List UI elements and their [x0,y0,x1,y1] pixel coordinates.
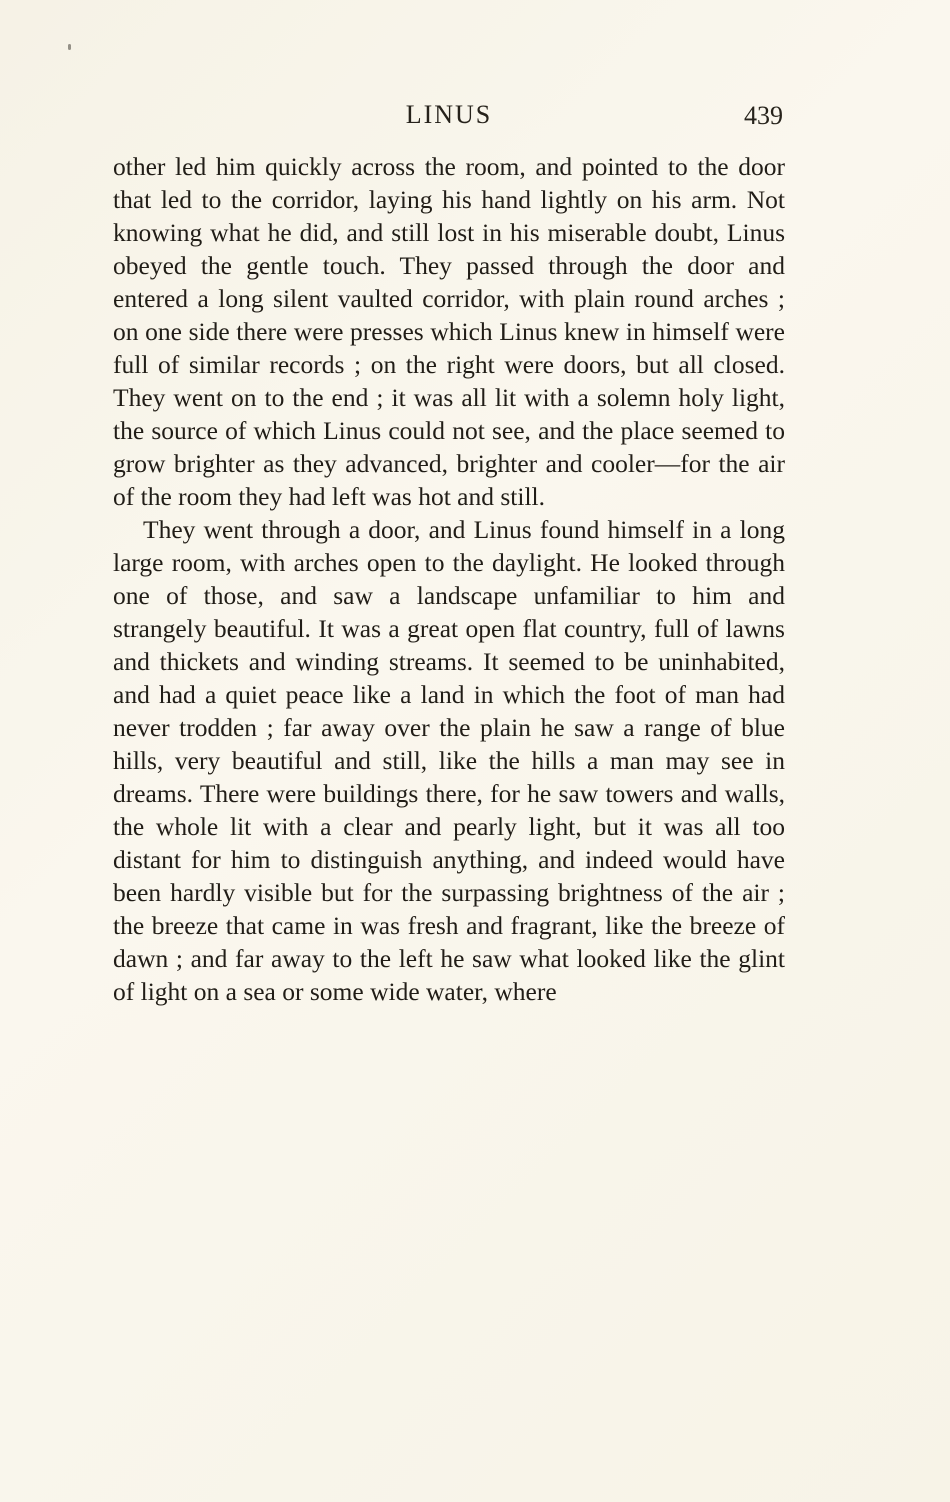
running-header [113,100,785,134]
header-title: LINUS [405,100,493,129]
scan-artifact [68,44,71,50]
paragraph-continuation: other led him quickly across the room, and pointed to the door that led to the corridor, laying his hand lightly on his arm. Not knowing what he did, and still lost in his miserable doubt, Linus obeyed the gentle touch. They passed through the door and entered a long silent vaulted corridor, with plain round arches ; on one side there were presses which Linus knew in himself were full of similar records ; on the right were doors, but all closed. They went on to the end ; it was all lit with a solemn holy light, the source of which Linus could not see, and the place seemed to grow brighter as they advanced, brighter and cooler—for the air of the room they had left was hot and still. [113,152,785,511]
body-text [113,150,785,1008]
page-number: 439 [744,101,783,130]
paragraph-second: They went through a door, and Linus found himself in a long large room, with arches open to the daylight. He looked through one of those, and saw a landscape unfamiliar to him and strangely beautiful. It was a great open flat country, full of lawns and thickets and winding streams. It seemed to be uninhabited, and had a quiet peace like a land in which the foot of man had never trodden ; far away over the plain he saw a range of blue hills, very beautiful and still, like the hills a man may see in dreams. There were buildings there, for he saw towers and walls, the whole lit with a clear and pearly light, but it was all too distant for him to distinguish anything, and indeed would have been hardly visible but for the surpassing brightness of the air ; the breeze that came in was fresh and fragrant, like the breeze of dawn ; and far away to the left he saw what looked like the glint of light on a sea or some wide water, where [113,515,785,1006]
